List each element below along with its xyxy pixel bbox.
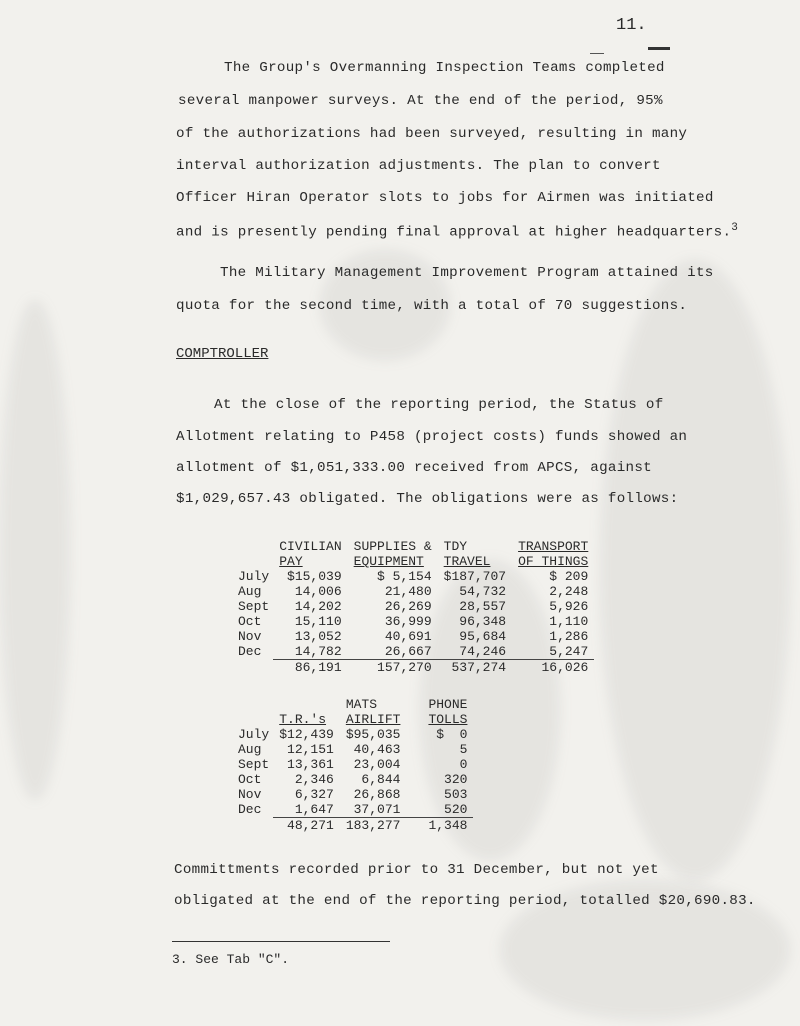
text-line: of the authorizations had been surveyed, resulting in many: [176, 126, 688, 142]
row-month: Sept: [238, 757, 270, 772]
cell-value: 6,844: [361, 772, 401, 787]
cell-value: $12,439: [279, 727, 334, 742]
cell-value: 23,004: [353, 757, 401, 772]
text-line: several manpower surveys. At the end of the period, 95%: [178, 93, 663, 109]
cell-value: 14,782: [273, 644, 347, 660]
cell-value: 13,052: [294, 629, 342, 644]
cell-value: $ 209: [549, 569, 589, 584]
cell-value: $187,707: [443, 569, 507, 584]
table-row: [232, 727, 473, 742]
text-line: [176, 222, 738, 241]
cell-value: 14,006: [294, 584, 342, 599]
row-month: Nov: [238, 629, 262, 644]
row-month: Oct: [238, 614, 262, 629]
total-value: 48,271: [287, 818, 334, 833]
footnote-marker: 3: [731, 222, 739, 234]
column-header: T.R.'s: [279, 712, 327, 727]
text-line-content: and is presently pending final approval at higher headquarters.: [176, 224, 732, 241]
column-header: MATS AIRLIFT: [345, 697, 401, 727]
totals-row: [232, 818, 473, 834]
cell-value: 12,151: [287, 742, 334, 757]
text-line: Officer Hiran Operator slots to jobs for Airmen was initiated: [176, 190, 714, 206]
cell-value: 36,999: [384, 614, 432, 629]
cell-value: 13,361: [287, 757, 334, 772]
cell-value: $ 5,154: [377, 569, 432, 584]
cell-value: 95,684: [459, 629, 507, 644]
table-row: [232, 742, 473, 757]
obligations-table-2: [232, 697, 473, 833]
row-month: Dec: [238, 802, 262, 818]
cell-value: 40,691: [384, 629, 432, 644]
column-header: CIVILIAN PAY: [279, 539, 342, 569]
footnote: 3. See Tab "C".: [172, 952, 290, 967]
cell-value: 320: [444, 772, 468, 787]
row-month: Nov: [238, 787, 262, 802]
mark-dash: [648, 47, 670, 50]
row-month: Sept: [238, 599, 270, 614]
cell-value: 14,202: [294, 599, 342, 614]
column-header: TRANSPORT OF THINGS: [518, 539, 589, 569]
cell-value: 15,110: [294, 614, 342, 629]
cell-value: 2,346: [294, 772, 334, 787]
text-line: At the close of the reporting period, the Status of: [214, 397, 664, 413]
cell-value: 26,868: [353, 787, 401, 802]
text-line: allotment of $1,051,333.00 received from APCS, against: [176, 460, 652, 476]
text-line: Committments recorded prior to 31 December, but not yet: [174, 862, 659, 878]
cell-value: $95,035: [345, 727, 401, 742]
column-header: TDY TRAVEL: [443, 539, 491, 569]
table-row: [232, 599, 594, 614]
column-header: SUPPLIES & EQUIPMENT: [353, 539, 432, 569]
row-month: Aug: [238, 584, 262, 599]
cell-value: 6,327: [294, 787, 334, 802]
table-row: [232, 757, 473, 772]
total-value: 157,270: [377, 660, 432, 675]
text-line: obligated at the end of the reporting period, totalled $20,690.83.: [174, 893, 756, 909]
row-month: Oct: [238, 772, 262, 787]
table-header-row: [232, 539, 594, 569]
cell-value: 5: [459, 742, 468, 757]
column-header: PHONE TOLLS: [428, 697, 468, 727]
section-heading: COMPTROLLER: [176, 346, 269, 362]
table-row: [232, 569, 594, 584]
text-line: $1,029,657.43 obligated. The obligations were as follows:: [176, 491, 679, 507]
cell-value: 54,732: [459, 584, 507, 599]
row-month: July: [238, 569, 270, 584]
cell-value: 28,557: [459, 599, 507, 614]
text-line: Allotment relating to P458 (project costs) funds showed an: [176, 429, 688, 445]
table-row: [232, 584, 594, 599]
total-value: 86,191: [294, 660, 342, 675]
table-header-row: [232, 697, 473, 727]
row-month: Dec: [238, 644, 262, 660]
cell-value: 26,269: [384, 599, 432, 614]
cell-value: 5,926: [549, 599, 589, 614]
totals-row: [232, 660, 594, 676]
table-row: [232, 787, 473, 802]
total-value: 16,026: [541, 660, 589, 675]
cell-value: 2,248: [549, 584, 589, 599]
row-month: July: [238, 727, 270, 742]
cell-value: 5,247: [512, 644, 594, 660]
cell-value: $15,039: [287, 569, 342, 584]
total-value: 537,274: [451, 660, 507, 675]
cell-value: 96,348: [459, 614, 507, 629]
table-row: [232, 772, 473, 787]
text-line: quota for the second time, with a total of 70 suggestions.: [176, 298, 688, 314]
cell-value: 74,246: [438, 644, 512, 660]
table-row: [232, 614, 594, 629]
text-line: The Group's Overmanning Inspection Teams completed: [224, 60, 665, 76]
obligations-table-1: [232, 539, 594, 675]
total-value: 1,348: [428, 818, 468, 833]
page-number: 11.: [616, 16, 647, 35]
cell-value: 520: [406, 802, 473, 818]
text-line: interval authorization adjustments. The plan to convert: [176, 158, 661, 174]
cell-value: 21,480: [384, 584, 432, 599]
cell-value: 37,071: [340, 802, 407, 818]
cell-value: 1,647: [273, 802, 340, 818]
table-row: [232, 802, 473, 818]
mark-dash: [590, 53, 604, 54]
row-month: Aug: [238, 742, 262, 757]
scan-noise: [600, 260, 790, 880]
cell-value: 1,286: [549, 629, 589, 644]
table-row: [232, 644, 594, 660]
cell-value: 40,463: [353, 742, 401, 757]
table-row: [232, 629, 594, 644]
cell-value: 1,110: [549, 614, 589, 629]
text-line: The Military Management Improvement Program attained its: [220, 265, 714, 281]
cell-value: 0: [459, 757, 468, 772]
scan-noise: [0, 300, 70, 800]
footnote-rule: [172, 941, 390, 942]
cell-value: 503: [444, 787, 468, 802]
cell-value: $ 0: [436, 727, 468, 742]
total-value: 183,277: [345, 818, 401, 833]
cell-value: 26,667: [348, 644, 438, 660]
